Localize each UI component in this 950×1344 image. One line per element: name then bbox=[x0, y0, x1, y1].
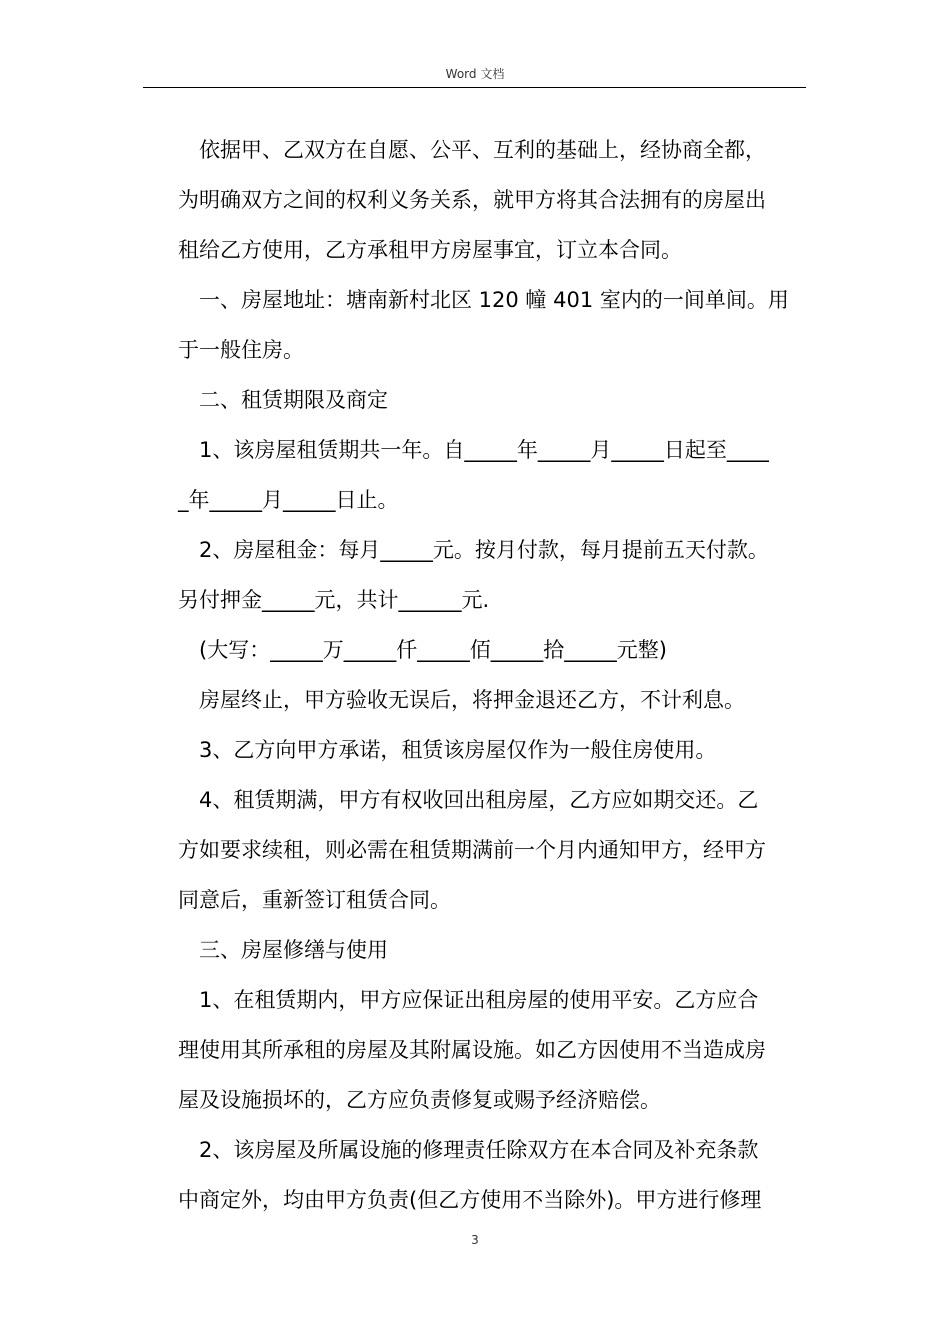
body-line: 租给乙方使用，乙方承租甲方房屋事宜，订立本合同。 bbox=[178, 238, 682, 262]
body-line: _年_____月_____日止。 bbox=[178, 488, 399, 512]
body-line: 方如要求续租，则必需在租赁期满前一个月内通知甲方，经甲方 bbox=[178, 838, 766, 862]
body-line: 另付押金_____元，共计______元. bbox=[178, 588, 490, 612]
body-line: 理使用其所承租的房屋及其附属设施。如乙方因使用不当造成房 bbox=[178, 1038, 766, 1062]
body-line: 2、房屋租金：每月_____元。按月付款，每月提前五天付款。 bbox=[199, 538, 769, 562]
body-line: 屋及设施损坏的，乙方应负责修复或赐予经济赔偿。 bbox=[178, 1088, 661, 1112]
body-line: 房屋终止，甲方验收无误后，将押金退还乙方，不计利息。 bbox=[199, 688, 745, 712]
body-line: 一、房屋地址：塘南新村北区 120 幢 401 室内的一间单间。用 bbox=[199, 288, 789, 312]
body-line: 3、乙方向甲方承诺，租赁该房屋仅作为一般住房使用。 bbox=[199, 738, 717, 762]
body-line: (大写：_____万_____仟_____佰_____拾_____元整) bbox=[199, 638, 667, 662]
page-number: 3 bbox=[471, 1233, 479, 1247]
document-header-title: Word 文档 bbox=[445, 67, 505, 81]
body-line: 中商定外，均由甲方负责(但乙方使用不当除外)。甲方进行修理 bbox=[178, 1188, 762, 1212]
body-line: 三、房屋修缮与使用 bbox=[199, 938, 388, 962]
body-line: 1、该房屋租赁期共一年。自_____年_____月_____日起至____ bbox=[199, 438, 769, 462]
body-line: 2、该房屋及所属设施的修理责任除双方在本合同及补充条款 bbox=[199, 1138, 759, 1162]
body-line: 为明确双方之间的权利义务关系，就甲方将其合法拥有的房屋出 bbox=[178, 188, 766, 212]
body-line: 二、租赁期限及商定 bbox=[199, 388, 388, 412]
body-line: 同意后，重新签订租赁合同。 bbox=[178, 888, 451, 912]
body-line: 1、在租赁期内，甲方应保证出租房屋的使用平安。乙方应合 bbox=[199, 988, 759, 1012]
header-divider bbox=[143, 87, 806, 88]
body-line: 于一般住房。 bbox=[178, 338, 304, 362]
document-body bbox=[178, 125, 818, 1225]
body-line: 依据甲、乙双方在自愿、公平、互利的基础上，经协商全都， bbox=[199, 138, 766, 162]
body-line: 4、租赁期满，甲方有权收回出租房屋，乙方应如期交还。乙 bbox=[199, 788, 759, 812]
